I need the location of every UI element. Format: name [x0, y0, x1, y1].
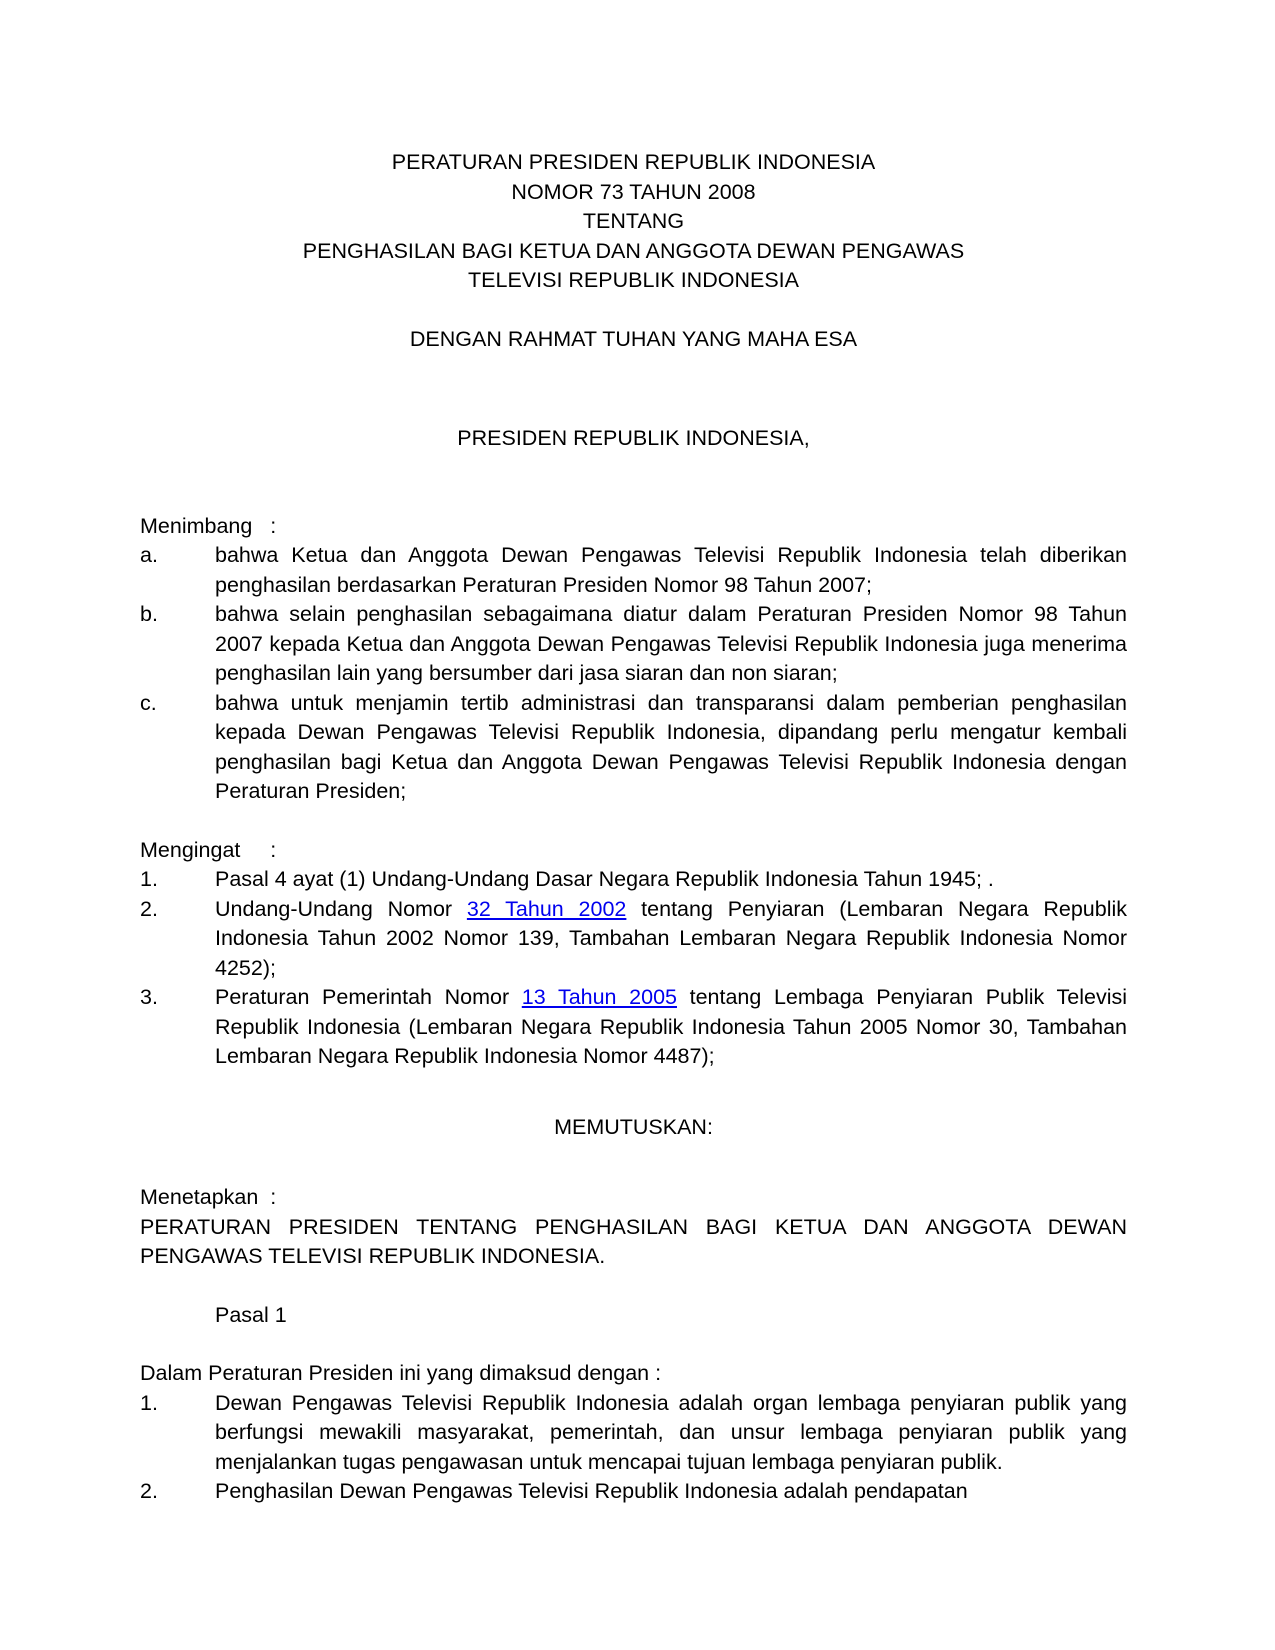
article-lead-in: Dalam Peraturan Presiden ini yang dimaksud dengan : — [140, 1361, 662, 1385]
title-line-3: TENTANG — [582, 209, 685, 233]
list-text: bahwa untuk menjamin tertib administrasi dan transparansi dalam pemberian penghasilan kepada Dewan Pengawas Televisi Republik Indonesia, dipandang perlu mengatur kembali penghasilan bagi Ketua dan Anggota Dewan Pengawas Televisi Republik Indonesia dengan Peraturan Presiden; — [215, 690, 1127, 803]
spacer — [140, 354, 1127, 412]
list-marker: c. — [140, 690, 157, 715]
spacer — [140, 412, 1127, 424]
list-marker: 1. — [140, 1390, 158, 1415]
considering-label: Menimbang : — [140, 513, 277, 538]
list-text: Dewan Pengawas Televisi Republik Indonesia adalah organ lembaga penyiaran publik yang berfungsi mewakili masyarakat, pemerintah, dan unsur lembaga penyiaran publik yang menjalankan tugas pengawasan untuk mencapai tujuan lembaga penyiaran publik. — [215, 1390, 1127, 1474]
list-text: Penghasilan Dewan Pengawas Televisi Republik Indonesia adalah pendapatan — [215, 1479, 968, 1503]
title-line-5: TELEVISI REPUBLIK INDONESIA — [468, 268, 799, 292]
document-title-block — [140, 148, 1127, 296]
recalling-item — [140, 895, 1127, 984]
law-link-32-tahun-2002[interactable]: 32 Tahun 2002 — [466, 896, 627, 921]
title-line-2: NOMOR 73 TAHUN 2008 — [511, 179, 756, 204]
list-text: bahwa selain penghasilan sebagaimana diatur dalam Peraturan Presiden Nomor 98 Tahun 2007 kepada Ketua dan Anggota Dewan Pengawas Televisi Republik Indonesia juga menerima penghasilan lain yang bersumber dari jasa siaran dan non siaran; — [215, 602, 1127, 685]
spacer — [140, 1101, 1127, 1113]
law-link-13-tahun-2005[interactable]: 13 Tahun 2005 — [521, 985, 677, 1009]
spacer — [140, 1272, 1127, 1301]
considering-item — [140, 689, 1127, 807]
spacer — [140, 454, 1127, 512]
decision-heading: MEMUTUSKAN: — [554, 1114, 713, 1139]
article-heading: Pasal 1 — [215, 1302, 287, 1327]
list-marker: 3. — [140, 985, 158, 1009]
list-marker: a. — [140, 543, 158, 567]
title-line-1: PERATURAN PRESIDEN REPUBLIK INDONESIA — [391, 150, 876, 174]
recalling-label: Mengingat : — [140, 837, 277, 862]
list-marker: 2. — [140, 1479, 158, 1503]
invocation-line: DENGAN RAHMAT TUHAN YANG MAHA ESA — [409, 326, 858, 351]
authority-line: PRESIDEN REPUBLIK INDONESIA, — [457, 426, 810, 450]
spacer — [140, 296, 1127, 325]
stipulating-text: PERATURAN PRESIDEN TENTANG PENGHASILAN BAGI KETUA DAN ANGGOTA DEWAN PENGAWAS TELEVISI REPUBLIK INDONESIA. — [140, 1214, 1127, 1268]
list-text: bahwa Ketua dan Anggota Dewan Pengawas Televisi Republik Indonesia telah diberikan penghasilan berdasarkan Peraturan Presiden Nomor 98 Tahun 2007; — [215, 543, 1127, 597]
article-item — [140, 1389, 1127, 1478]
title-line-4: PENGHASILAN BAGI KETUA DAN ANGGOTA DEWAN PENGAWAS — [302, 238, 965, 263]
recalling-item — [140, 983, 1127, 1072]
text-before-link: Peraturan Pemerintah Nomor — [215, 985, 522, 1009]
spacer — [140, 1171, 1127, 1183]
list-marker: b. — [140, 602, 158, 626]
list-marker: 1. — [140, 867, 158, 891]
recalling-item — [140, 865, 1127, 895]
text-before-link: Undang-Undang Nomor — [215, 896, 467, 921]
spacer — [140, 1072, 1127, 1101]
list-marker: 2. — [140, 896, 158, 921]
document-body — [140, 148, 1127, 1507]
considering-item — [140, 541, 1127, 600]
list-text — [215, 895, 1127, 984]
list-text — [215, 983, 1127, 1072]
spacer — [140, 1330, 1127, 1359]
considering-item — [140, 600, 1127, 689]
stipulating-label: Menetapkan : — [140, 1185, 277, 1209]
text-after-link: tentang Lembaga Penyiaran Publik Televisi Republik Indonesia (Lembaran Negara Republik Indonesia Tahun 2005 Nomor 30, Tambahan Lembaran Negara Republik Indonesia Nomor 4487); — [215, 985, 1128, 1068]
spacer — [140, 1142, 1127, 1171]
text-after-link: tentang Penyiaran (Lembaran Negara Republik Indonesia Tahun 2002 Nomor 139, Tambahan Lembaran Negara Republik Indonesia Nomor 4252); — [215, 896, 1128, 980]
spacer — [140, 807, 1127, 836]
article-item — [140, 1477, 1127, 1507]
list-text: Pasal 4 ayat (1) Undang-Undang Dasar Negara Republik Indonesia Tahun 1945; . — [215, 867, 994, 891]
